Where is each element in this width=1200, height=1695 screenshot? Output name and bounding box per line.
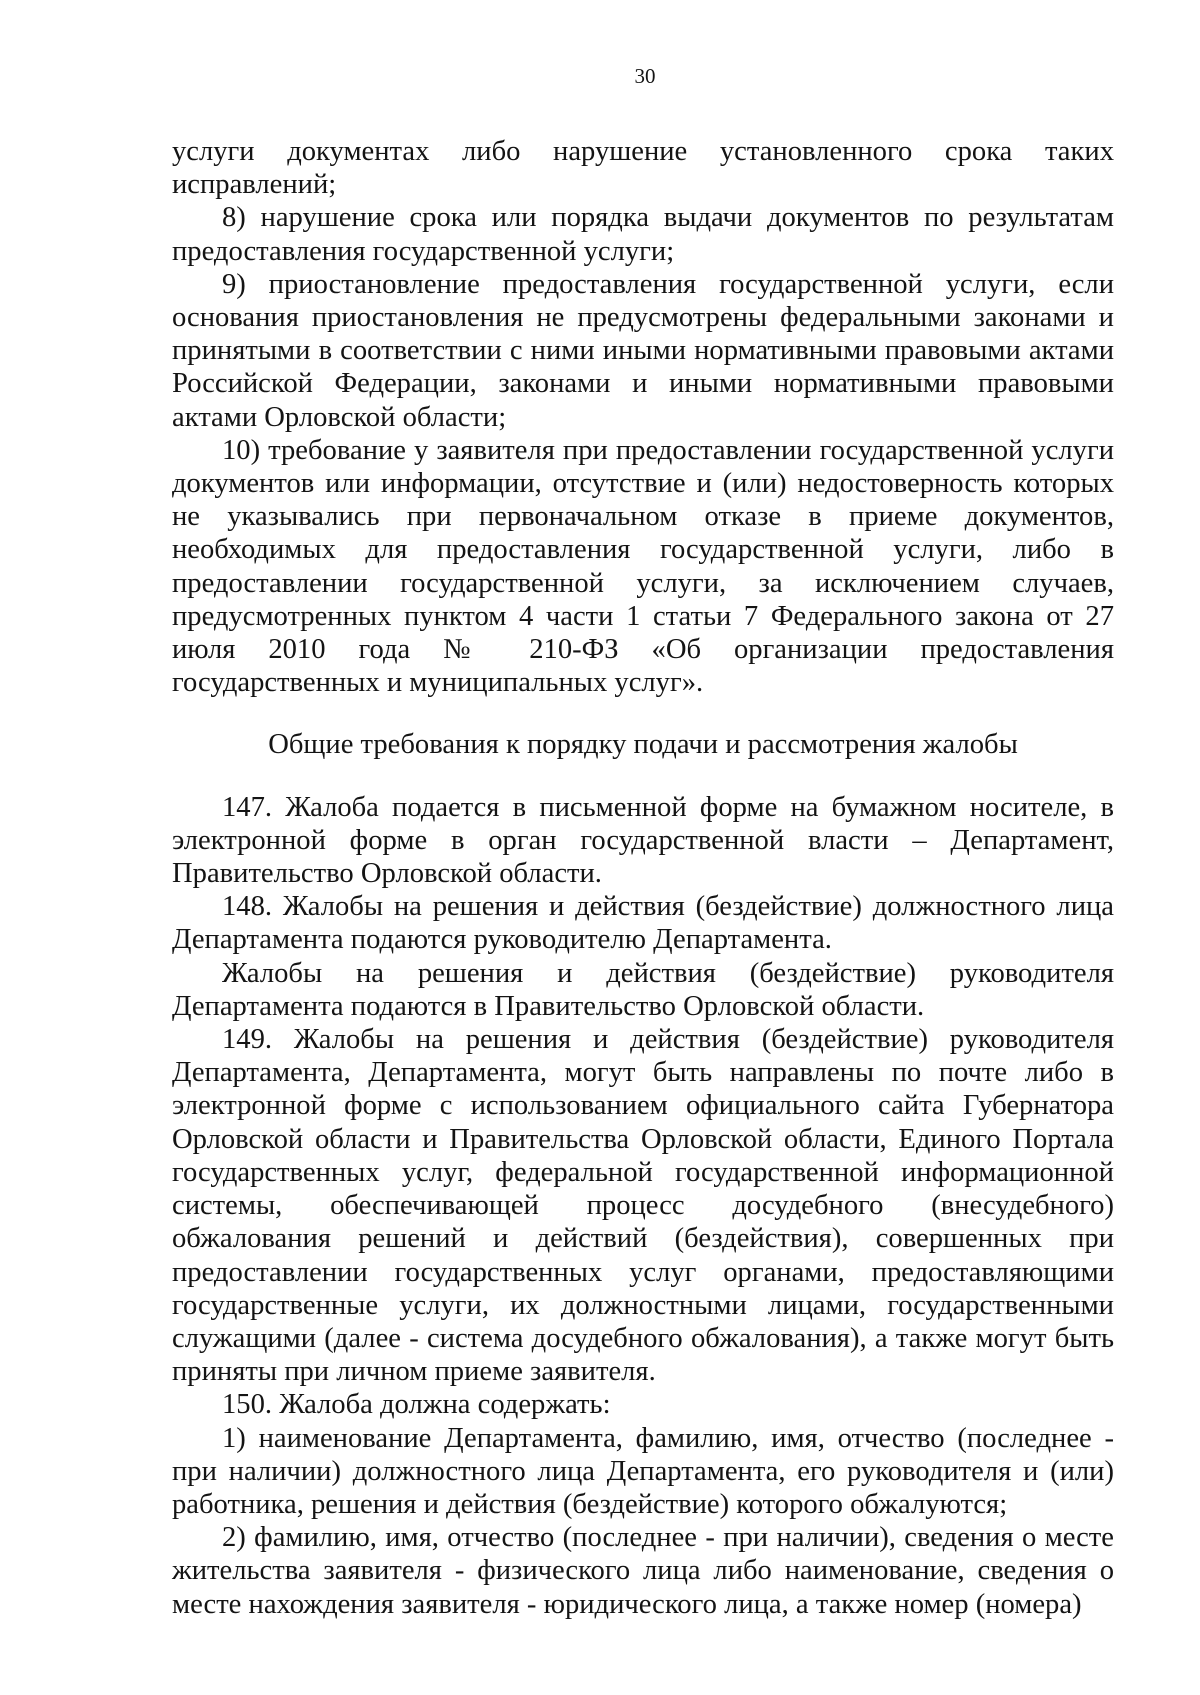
paragraph-148: 148. Жалобы на решения и действия (бездействие) должностного лица Департамента подаются руководителю Департамента. [172,891,1114,956]
paragraph-continuation: услуги документах либо нарушение установленного срока таких исправлений; [172,136,1114,201]
list-item-8: 8) нарушение срока или порядка выдачи документов по результатам предоставления государственной услуги; [172,202,1114,267]
section-heading: Общие требования к порядку подачи и рассмотрения жалобы [268,729,1018,761]
list-item-9: 9) приостановление предоставления государственной услуги, если основания приостановления не предусмотрены федеральными законами и принятыми в соответствии с ними иными нормативными правовыми актами Российской Федерации, законами и иными нормативными правовыми актами Орловской области; [172,268,1114,433]
paragraph-148-cont: Жалобы на решения и действия (бездействие) руководителя Департамента подаются в Правительство Орловской области. [172,957,1114,1022]
list-item-1: 1) наименование Департамента, фамилию, имя, отчество (последнее - при наличии) должностного лица Департамента, его руководителя и (или) работника, решения и действия (бездействие) которого обжалуются; [172,1422,1114,1520]
paragraph-150: 150. Жалоба должна содержать: [222,1389,611,1421]
list-item-10: 10) требование у заявителя при предоставлении государственной услуги документов или информации, отсутствие и (или) недостоверность которых не указывались при первоначальном отказе в приеме документов, необходимых для предоставления государственной услуги, либо в предоставлении государственной услуги, за исключением случаев, предусмотренных пунктом 4 части 1 статьи 7 Федерального закона от 27 июля 2010 года № 210-ФЗ «Об организации предоставления государственных и муниципальных услуг». [172,434,1114,699]
paragraph-149: 149. Жалобы на решения и действия (бездействие) руководителя Департамента, Департамента, могут быть направлены по почте либо в электронной форме с использованием официального сайта Губернатора Орловской области и Правительства Орловской области, Единого Портала государственных услуг, федеральной государственной информационной системы, обеспечивающей процесс досудебного (внесудебного) обжалования решений и действий (бездействия), совершенных при предоставлении государственных услуг органами, предоставляющими государственные услуги, их должностными лицами, государственными служащими (далее - система досудебного обжалования), а также могут быть приняты при личном приеме заявителя. [172,1024,1114,1388]
page-number: 30 [634,64,656,88]
list-item-2: 2) фамилию, имя, отчество (последнее - при наличии), сведения о месте жительства заявителя - физического лица либо наименование, сведения о месте нахождения заявителя - юридического лица, а также номер (номера) [172,1522,1114,1620]
document-body [172,135,1114,1621]
paragraph-147: 147. Жалоба подается в письменной форме на бумажном носителе, в электронной форме в орган государственной власти – Департамент, Правительство Орловской области. [172,791,1114,890]
